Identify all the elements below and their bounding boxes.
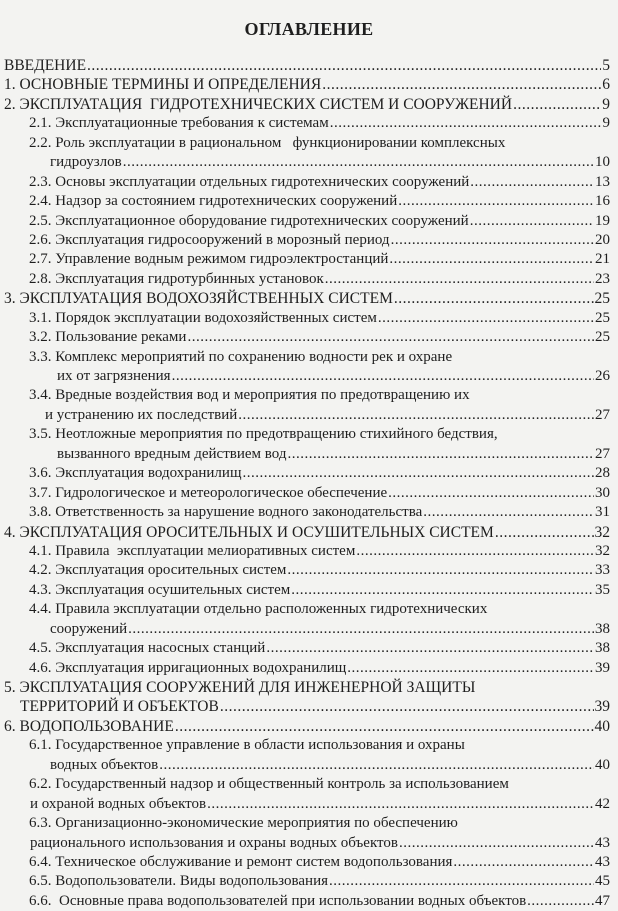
toc-entry[interactable] bbox=[0, 892, 618, 911]
toc-entry-title: 3.7. Гидрологическое и метеорологическое обеспечение bbox=[29, 484, 388, 501]
toc-entry-title: 2.3. Основы эксплуатации отдельных гидротехнических сооружений bbox=[29, 173, 470, 190]
dot-leader bbox=[220, 697, 594, 716]
toc-page-number: 45 bbox=[595, 873, 610, 890]
table-of-contents bbox=[0, 56, 618, 911]
dot-leader bbox=[87, 56, 601, 75]
toc-page-number: 25 bbox=[595, 329, 610, 346]
dot-leader bbox=[159, 756, 594, 775]
toc-entry-title: 6.6. Основные права водопользователей при использовании водных объектов bbox=[29, 892, 527, 909]
toc-page-number: 40 bbox=[595, 756, 610, 773]
toc-entry[interactable] bbox=[0, 75, 618, 94]
toc-entry-continuation[interactable] bbox=[0, 697, 618, 716]
dot-leader bbox=[347, 659, 594, 678]
dot-leader bbox=[322, 75, 601, 94]
toc-page-number: 35 bbox=[595, 581, 610, 598]
toc-entry[interactable] bbox=[0, 328, 618, 347]
toc-page-number: 19 bbox=[595, 212, 610, 229]
toc-entry[interactable] bbox=[0, 484, 618, 503]
toc-entry-continuation[interactable] bbox=[0, 406, 618, 425]
toc-entry-title: ВВЕДЕНИЕ bbox=[4, 57, 87, 74]
toc-entry-title: 4. ЭКСПЛУАТАЦИЯ ОРОСИТЕЛЬНЫХ И ОСУШИТЕЛЬНЫХ СИСТЕМ bbox=[4, 523, 494, 541]
dot-leader bbox=[391, 231, 594, 250]
toc-page-number: 25 bbox=[595, 309, 610, 326]
toc-entry-title: 3. ЭКСПЛУАТАЦИЯ ВОДОХОЗЯЙСТВЕННЫХ СИСТЕМ bbox=[4, 290, 393, 308]
toc-entry[interactable] bbox=[0, 814, 618, 833]
toc-entry-title: сооружений bbox=[50, 620, 128, 637]
dot-leader bbox=[128, 620, 594, 639]
dot-leader bbox=[495, 523, 594, 542]
dot-leader bbox=[330, 114, 602, 133]
toc-entry-title: 4.6. Эксплуатация ирригационных водохранилищ bbox=[29, 659, 347, 676]
toc-entry[interactable] bbox=[0, 600, 618, 619]
dot-leader bbox=[470, 212, 594, 231]
dot-leader bbox=[243, 464, 595, 483]
toc-entry-title: 2. ЭКСПЛУАТАЦИЯ ГИДРОТЕХНИЧЕСКИХ СИСТЕМ И СООРУЖЕНИЙ bbox=[4, 95, 513, 113]
toc-entry[interactable] bbox=[0, 270, 618, 289]
toc-entry-title: 3.6. Эксплуатация водохранилищ bbox=[29, 465, 242, 482]
dot-leader bbox=[356, 542, 594, 561]
toc-entry[interactable] bbox=[0, 523, 618, 542]
toc-entry-title: 4.2. Эксплуатация оросительных систем bbox=[29, 562, 287, 579]
toc-entry-title: 6.5. Водопользователи. Виды водопользования bbox=[29, 873, 328, 890]
toc-entry-title: 2.1. Эксплуатационные требования к системам bbox=[29, 115, 329, 132]
toc-entry-continuation[interactable] bbox=[0, 153, 618, 172]
toc-entry-title: 2.8. Эксплуатация гидротурбинных установок bbox=[29, 270, 324, 287]
dot-leader bbox=[325, 270, 594, 289]
toc-page-number: 43 bbox=[595, 853, 610, 870]
toc-entry-title: 3.3. Комплекс мероприятий по сохранению водности рек и охране bbox=[29, 348, 453, 365]
toc-entry[interactable] bbox=[0, 173, 618, 192]
toc-entry-title: 3.2. Пользование реками bbox=[29, 329, 187, 346]
dot-leader bbox=[123, 153, 594, 172]
dot-leader bbox=[207, 795, 594, 814]
toc-entry[interactable] bbox=[0, 231, 618, 250]
toc-page-number: 9 bbox=[602, 95, 610, 113]
toc-entry[interactable] bbox=[0, 95, 618, 114]
toc-entry[interactable] bbox=[0, 872, 618, 891]
toc-entry-title: 6.3. Организационно-экономические мероприятия по обеспечению bbox=[29, 815, 458, 832]
toc-entry[interactable] bbox=[0, 192, 618, 211]
dot-leader bbox=[287, 445, 594, 464]
toc-entry-title: 3.1. Порядок эксплуатации водохозяйственных систем bbox=[29, 309, 377, 326]
toc-entry-title: и охраной водных объектов bbox=[30, 795, 207, 812]
toc-page-number: 21 bbox=[595, 251, 610, 268]
toc-page-number: 9 bbox=[602, 115, 610, 132]
toc-page-number: 32 bbox=[595, 542, 610, 559]
toc-page-number: 32 bbox=[594, 523, 610, 541]
toc-entry[interactable] bbox=[0, 717, 618, 736]
dot-leader bbox=[389, 250, 594, 269]
toc-entry-title: 3.5. Неотложные мероприятия по предотвращению стихийного бедствия, bbox=[29, 426, 498, 443]
toc-entry[interactable] bbox=[0, 56, 618, 75]
dot-leader bbox=[172, 367, 594, 386]
dot-leader bbox=[398, 192, 594, 211]
toc-entry-title: 2.4. Надзор за состоянием гидротехнических сооружений bbox=[29, 193, 398, 210]
toc-entry-title: 4.1. Правила эксплуатации мелиоративных систем bbox=[29, 542, 356, 559]
toc-entry-title: 3.8. Ответственность за нарушение водного законодательства bbox=[29, 504, 423, 521]
toc-page-number: 39 bbox=[594, 698, 610, 716]
toc-entry-continuation[interactable] bbox=[0, 620, 618, 639]
toc-entry-continuation[interactable] bbox=[0, 445, 618, 464]
toc-entry-continuation[interactable] bbox=[0, 367, 618, 386]
toc-entry-title: 5. ЭКСПЛУАТАЦИЯ СООРУЖЕНИЙ ДЛЯ ИНЖЕНЕРНОЙ ЗАЩИТЫ bbox=[4, 679, 476, 696]
toc-entry[interactable] bbox=[0, 212, 618, 231]
toc-page-number: 27 bbox=[595, 445, 610, 462]
toc-page-number: 27 bbox=[595, 406, 610, 423]
toc-entry-title: 2.2. Роль эксплуатации в рациональном функционировании комплексных bbox=[29, 134, 506, 151]
toc-entry[interactable] bbox=[0, 503, 618, 522]
dot-leader bbox=[423, 503, 594, 522]
toc-entry[interactable] bbox=[0, 464, 618, 483]
toc-entry[interactable] bbox=[0, 775, 618, 794]
dot-leader bbox=[527, 892, 594, 911]
page-title: ОГЛАВЛЕНИЕ bbox=[244, 19, 374, 39]
toc-entry-title: 6. ВОДОПОЛЬЗОВАНИЕ bbox=[4, 717, 174, 735]
dot-leader bbox=[266, 639, 594, 658]
toc-entry[interactable] bbox=[0, 581, 618, 600]
dot-leader bbox=[287, 561, 594, 580]
toc-page-number: 38 bbox=[595, 620, 610, 637]
dot-leader bbox=[470, 173, 594, 192]
toc-page-number: 30 bbox=[595, 484, 610, 501]
toc-page-number: 33 bbox=[595, 562, 610, 579]
toc-entry[interactable] bbox=[0, 250, 618, 269]
toc-entry-title: 4.5. Эксплуатация насосных станций bbox=[29, 640, 266, 657]
toc-entry-title: и устранению их последствий bbox=[45, 406, 238, 423]
dot-leader bbox=[453, 853, 594, 872]
toc-entry[interactable] bbox=[0, 639, 618, 658]
toc-page-number: 13 bbox=[595, 173, 610, 190]
toc-entry-title: 6.4. Техническое обслуживание и ремонт систем водопользования bbox=[29, 853, 453, 870]
dot-leader bbox=[513, 95, 601, 114]
toc-entry-title: гидроузлов bbox=[50, 154, 122, 171]
toc-page-number: 42 bbox=[595, 795, 610, 812]
toc-page-number: 23 bbox=[595, 270, 610, 287]
toc-entry-title: водных объектов bbox=[50, 756, 159, 773]
toc-page-number: 28 bbox=[595, 465, 610, 482]
toc-page-number: 6 bbox=[602, 76, 610, 94]
toc-entry[interactable] bbox=[0, 678, 618, 697]
toc-entry[interactable] bbox=[0, 425, 618, 444]
toc-entry[interactable] bbox=[0, 289, 618, 308]
toc-page-number: 39 bbox=[595, 659, 610, 676]
toc-entry[interactable] bbox=[0, 736, 618, 755]
toc-entry-title: 4.3. Эксплуатация осушительных систем bbox=[29, 581, 291, 598]
toc-page-number: 5 bbox=[602, 57, 610, 74]
dot-leader bbox=[291, 581, 594, 600]
toc-entry-title: 2.5. Эксплуатационное оборудование гидротехнических сооружений bbox=[29, 212, 469, 229]
toc-entry[interactable] bbox=[0, 542, 618, 561]
toc-page-number: 38 bbox=[595, 640, 610, 657]
dot-leader bbox=[394, 289, 594, 308]
toc-entry[interactable] bbox=[0, 853, 618, 872]
toc-page-number: 40 bbox=[594, 717, 610, 735]
toc-entry-title: вызванного вредным действием вод bbox=[57, 445, 287, 462]
toc-entry-title: 4.4. Правила эксплуатации отдельно расположенных гидротехнических bbox=[29, 601, 488, 618]
toc-entry-title: рационального использования и охраны водных объектов bbox=[30, 834, 398, 851]
toc-entry-continuation[interactable] bbox=[0, 834, 618, 853]
toc-entry[interactable] bbox=[0, 309, 618, 328]
dot-leader bbox=[238, 406, 594, 425]
dot-leader bbox=[378, 309, 594, 328]
toc-entry-title: 6.1. Государственное управление в области использования и охраны bbox=[29, 737, 465, 754]
toc-entry-title: ТЕРРИТОРИЙ И ОБЪЕКТОВ bbox=[20, 698, 219, 716]
toc-page-number: 25 bbox=[594, 290, 610, 308]
toc-page-number: 26 bbox=[595, 368, 610, 384]
toc-page-number: 47 bbox=[595, 892, 610, 909]
toc-entry[interactable] bbox=[0, 134, 618, 153]
toc-page-number: 16 bbox=[595, 193, 610, 210]
dot-leader bbox=[329, 872, 594, 891]
toc-page-number: 31 bbox=[595, 504, 610, 521]
toc-entry[interactable] bbox=[0, 561, 618, 580]
toc-entry[interactable] bbox=[0, 348, 618, 367]
toc-entry-title: 6.2. Государственный надзор и общественный контроль за использованием bbox=[29, 776, 509, 793]
toc-entry-title: 1. ОСНОВНЫЕ ТЕРМИНЫ И ОПРЕДЕЛЕНИЯ bbox=[4, 76, 322, 94]
toc-entry[interactable] bbox=[0, 659, 618, 678]
toc-entry-title: 2.7. Управление водным режимом гидроэлектростанций bbox=[29, 251, 389, 268]
toc-entry-title: 3.4. Вредные воздействия вод и мероприятия по предотвращению их bbox=[29, 387, 470, 404]
toc-entry[interactable] bbox=[0, 114, 618, 133]
toc-entry-title: их от загрязнения bbox=[57, 368, 171, 384]
toc-entry-continuation[interactable] bbox=[0, 795, 618, 814]
toc-entry[interactable] bbox=[0, 386, 618, 405]
dot-leader bbox=[187, 328, 594, 347]
toc-page-number: 43 bbox=[595, 834, 610, 851]
toc-page-number: 10 bbox=[595, 154, 610, 171]
dot-leader bbox=[175, 717, 594, 736]
toc-page-number: 20 bbox=[595, 231, 610, 248]
dot-leader bbox=[388, 484, 594, 503]
toc-entry-continuation[interactable] bbox=[0, 756, 618, 775]
toc-entry-title: 2.6. Эксплуатация гидросооружений в морозный период bbox=[29, 231, 390, 248]
dot-leader bbox=[399, 834, 594, 853]
